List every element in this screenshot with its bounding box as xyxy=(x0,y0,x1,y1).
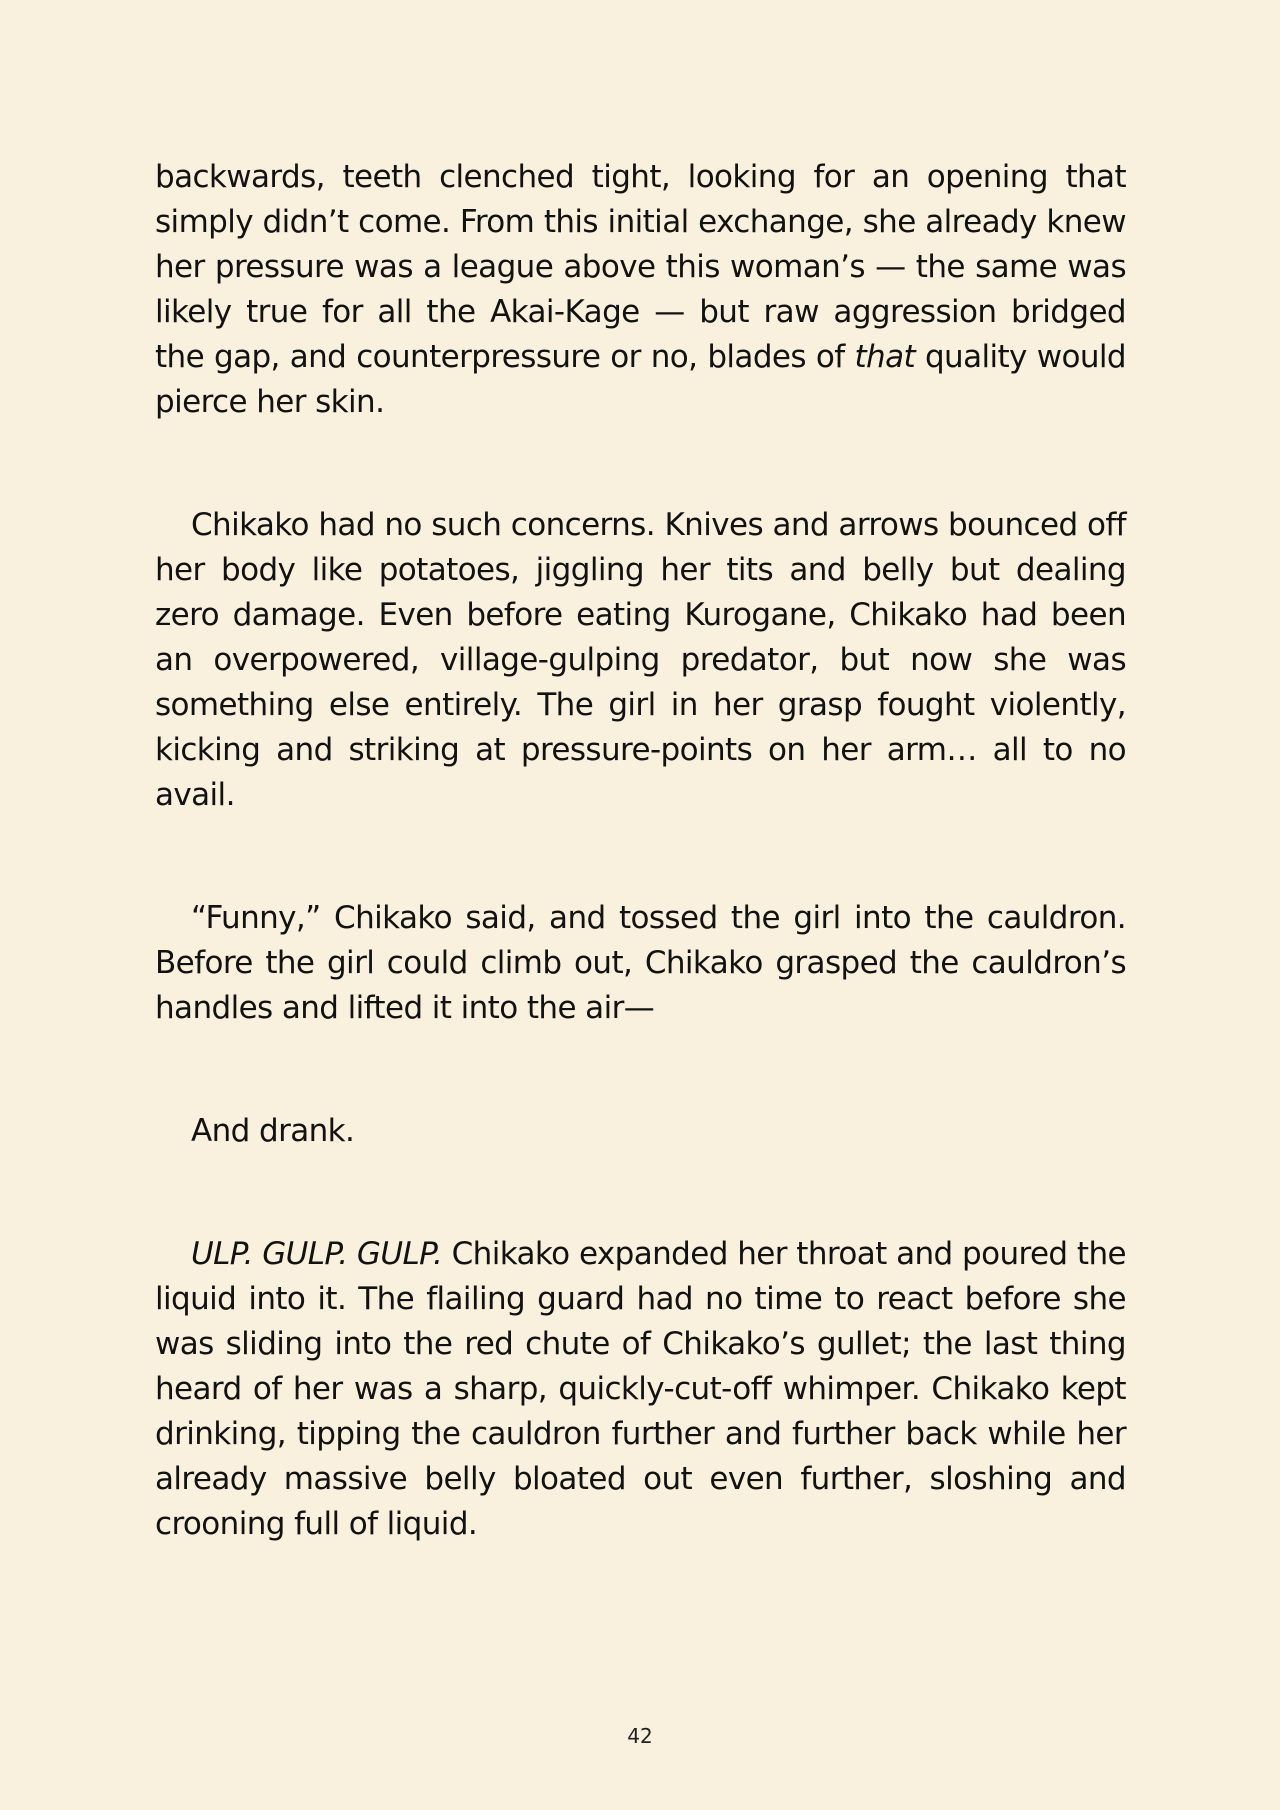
paragraph-4-text: And drank. xyxy=(191,1113,355,1149)
page-body xyxy=(155,155,1126,1547)
paragraph-gap xyxy=(155,818,1126,896)
paragraph-4 xyxy=(155,1109,1126,1154)
paragraph-2-text: Chikako had no such concerns. Knives and arrows bounced off her body like potatoes, jiggling her tits and belly but dealing zero damage. Even before eating Kurogane, Chikako had been an overpowered, village-gulping predator, but now she was something else entirely. The girl in her grasp fought violently, kicking and striking at pressure-points on her arm… all to no avail. xyxy=(155,507,1126,813)
paragraph-1-text-end: quality would pierce her skin. xyxy=(155,339,1126,420)
paragraph-5-emphasis: ULP. GULP. GULP. xyxy=(191,1236,443,1272)
paragraph-5-text: Chikako expanded her throat and poured the liquid into it. The flailing guard had no time to react before she was sliding into the red chute of Chikako’s gullet; the last thing heard of her was a sharp, quickly-cut-off whimper. Chikako kept drinking, tipping the cauldron further and further back while her already massive belly bloated out even further, sloshing and crooning full of liquid. xyxy=(155,1236,1126,1542)
paragraph-3 xyxy=(155,896,1126,1031)
paragraph-gap xyxy=(155,1031,1126,1109)
paragraph-gap xyxy=(155,425,1126,503)
paragraph-3-text: “Funny,” Chikako said, and tossed the girl into the cauldron. Before the girl could climb out, Chikako grasped the cauldron’s handles and lifted it into the air— xyxy=(155,900,1126,1026)
paragraph-gap xyxy=(155,1154,1126,1232)
paragraph-1 xyxy=(155,155,1126,425)
paragraph-1-text: backwards, teeth clenched tight, looking for an opening that simply didn’t come. From this initial exchange, she already knew her pressure was a league above this woman’s — the same was likely true for all the Akai-Kage — but raw aggression bridged the gap, and counterpressure or no, blades of xyxy=(155,159,1126,375)
paragraph-5 xyxy=(155,1232,1126,1547)
page-number: 42 xyxy=(627,1724,653,1748)
paragraph-1-emphasis: that xyxy=(854,339,916,375)
paragraph-2 xyxy=(155,503,1126,818)
